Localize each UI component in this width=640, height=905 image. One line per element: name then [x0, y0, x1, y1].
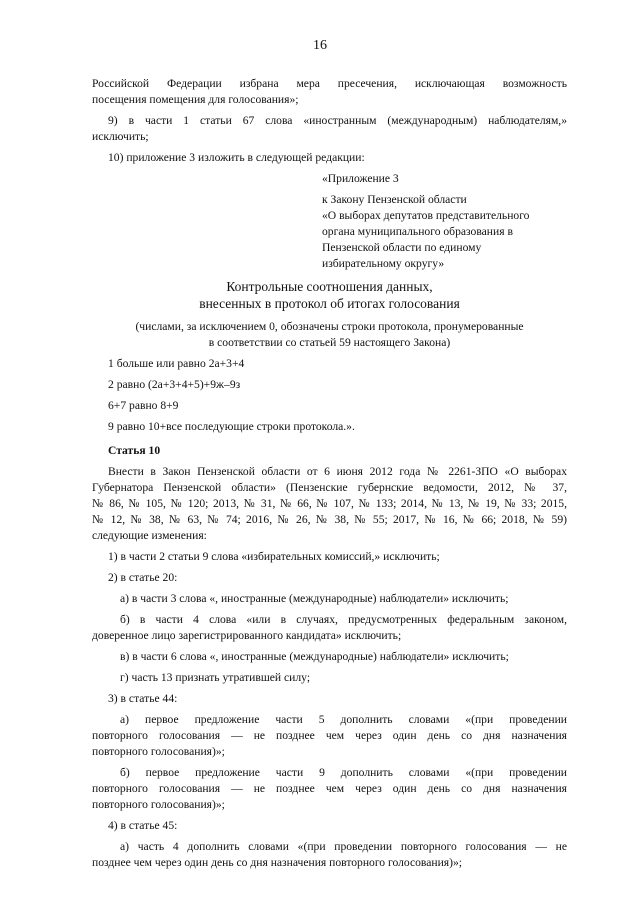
list-item: а) первое предложение части 5 дополнить словами «(при проведении	[120, 713, 567, 726]
formula-line: 9 равно 10+все последующие строки протокола.».	[108, 420, 355, 433]
paragraph-line: следующие изменения:	[92, 529, 207, 542]
section-title: Контрольные соотношения данных,	[226, 279, 433, 294]
list-item: доверенное лицо зарегистрированного кандидата» исключить;	[92, 629, 402, 642]
formula-line: 6+7 равно 8+9	[108, 399, 179, 412]
appendix-reference-line: избирательному округу»	[322, 257, 445, 270]
list-item: 1) в части 2 статьи 9 слова «избирательных комиссий,» исключить;	[108, 550, 440, 563]
note-line: (числами, за исключением 0, обозначены строки протокола, пронумерованные	[135, 320, 524, 333]
list-item: а) в части 3 слова «, иностранные (международные) наблюдатели» исключить;	[120, 592, 509, 605]
paragraph-line: Российской Федерации избрана мера пресечения, исключающая возможность	[92, 77, 567, 90]
appendix-reference-line: Пензенской области по единому	[322, 241, 482, 254]
list-item: б) первое предложение части 9 дополнить словами «(при проведении	[120, 766, 567, 779]
list-item: повторного голосования)»;	[92, 745, 225, 758]
list-item: повторного голосования)»;	[92, 798, 225, 811]
paragraph-line: Внести в Закон Пензенской области от 6 июня 2012 года № 2261-ЗПО «О выборах	[108, 465, 567, 478]
list-item: г) часть 13 признать утратившей силу;	[120, 671, 311, 684]
formula-line: 1 больше или равно 2а+3+4	[108, 357, 245, 370]
list-item: 2) в статье 20:	[108, 571, 178, 584]
article-heading: Статья 10	[108, 444, 161, 457]
list-item: 4) в статье 45:	[108, 819, 178, 832]
paragraph-line: № 12, № 38, № 63, № 74; 2016, № 26, № 38, № 55; 2017, № 16, № 66; 2018, № 59)	[92, 513, 567, 526]
paragraph-line: № 86, № 105, № 120; 2013, № 31, № 66, № 107, № 133; 2014, № 13, № 19, № 33; 2015,	[92, 497, 567, 510]
appendix-reference-line: органа муниципального образования в	[322, 225, 513, 238]
appendix-heading: «Приложение 3	[322, 172, 399, 185]
paragraph-line: Губернатора Пензенской области» (Пензенские губернские ведомости, 2012, № 37,	[92, 481, 567, 494]
list-item: а) часть 4 дополнить словами «(при проведении повторного голосования — не	[120, 840, 567, 853]
section-title: внесенных в протокол об итогах голосования	[199, 296, 460, 311]
paragraph-line: исключить;	[92, 130, 149, 143]
page-number: 16	[313, 38, 327, 53]
paragraph-line: посещения помещения для голосования»;	[92, 93, 299, 106]
list-item: повторного голосования — не позднее чем через один день со дня назначения	[92, 782, 567, 795]
list-item: повторного голосования — не позднее чем через один день со дня назначения	[92, 729, 567, 742]
list-item: позднее чем через один день со дня назначения повторного голосования)»;	[92, 856, 462, 869]
list-item: 3) в статье 44:	[108, 692, 178, 705]
appendix-reference-line: к Закону Пензенской области	[322, 193, 467, 206]
note-line: в соответствии со статьей 59 настоящего Закона)	[208, 336, 451, 349]
paragraph-line: 9) в части 1 статьи 67 слова «иностранным (международным) наблюдателям,»	[108, 114, 567, 127]
appendix-reference-line: «О выборах депутатов представительного	[322, 209, 530, 222]
paragraph-line: 10) приложение 3 изложить в следующей редакции:	[108, 151, 365, 164]
list-item: б) в части 4 слова «или в случаях, предусмотренных федеральным законом,	[120, 613, 567, 626]
formula-line: 2 равно (2а+3+4+5)+9ж–9з	[108, 378, 241, 391]
list-item: в) в части 6 слова «, иностранные (международные) наблюдатели» исключить;	[120, 650, 509, 663]
